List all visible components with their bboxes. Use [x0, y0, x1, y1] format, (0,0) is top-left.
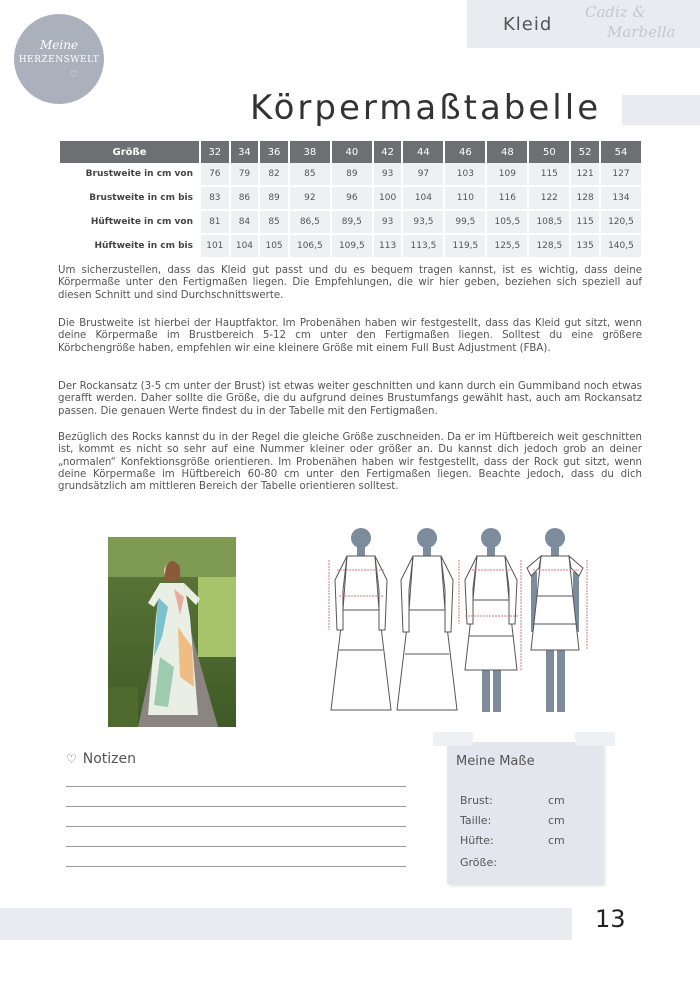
size-value-cell: 82	[260, 163, 288, 187]
size-value-cell: 86	[231, 187, 259, 211]
tape-decoration	[575, 732, 615, 746]
size-value-cell: 110	[445, 187, 485, 211]
size-value-cell: 104	[231, 235, 259, 259]
size-value-cell: 135	[571, 235, 599, 259]
size-value-cell: 79	[231, 163, 259, 187]
size-value-cell: 121	[571, 163, 599, 187]
size-value-cell: 122	[529, 187, 569, 211]
note-line[interactable]	[66, 806, 406, 807]
note-line[interactable]	[66, 866, 406, 867]
size-header-cell: 52	[571, 141, 599, 163]
size-value-cell: 105,5	[487, 211, 527, 235]
size-value-cell: 128,5	[529, 235, 569, 259]
size-value-cell: 85	[290, 163, 330, 187]
size-value-cell: 113,5	[403, 235, 443, 259]
size-value-cell: 97	[403, 163, 443, 187]
size-header-cell: 48	[487, 141, 527, 163]
my-measures-card	[447, 742, 603, 884]
size-value-cell: 108,5	[529, 211, 569, 235]
intro-paragraph: Um sicherzustellen, dass das Kleid gut passt und du es bequem tragen kannst, ist es wichtig, dass deine Körpermaße unter den Fertigmaßen liegen. Die Empfehlungen, die wir hier geben, beziehen sich speziell auf diesen Schnitt und sind Durchschnittswerte.	[58, 265, 642, 301]
measure-label-hip: Hüfte:	[460, 834, 494, 847]
size-value-cell: 128	[571, 187, 599, 211]
size-value-cell: 93,5	[403, 211, 443, 235]
size-value-cell: 113	[374, 235, 402, 259]
size-value-cell: 89	[260, 187, 288, 211]
size-value-cell: 99,5	[445, 211, 485, 235]
note-line[interactable]	[66, 846, 406, 847]
size-value-cell: 83	[201, 187, 229, 211]
size-table-row	[60, 235, 641, 259]
size-header-cell: 54	[601, 141, 641, 163]
brand-logo	[14, 14, 104, 104]
size-row-label: Brustweite in cm bis	[60, 187, 199, 211]
size-header-cell: 34	[231, 141, 259, 163]
size-header-cell: 44	[403, 141, 443, 163]
brand-signature	[585, 2, 676, 42]
size-row-label: Hüftweite in cm bis	[60, 235, 199, 259]
measure-unit-waist: cm	[548, 814, 565, 827]
size-header-cell: 38	[290, 141, 330, 163]
section-label: Kleid	[503, 14, 553, 35]
measure-label-waist: Taille:	[460, 814, 492, 827]
size-row-label: Hüftweite in cm von	[60, 211, 199, 235]
dress-photo	[108, 537, 236, 727]
size-value-cell: 92	[290, 187, 330, 211]
note-line[interactable]	[66, 826, 406, 827]
brand-signature-line-1: Cadiz &	[585, 3, 646, 21]
size-value-cell: 86,5	[290, 211, 330, 235]
logo-heart-icon: ♡	[70, 70, 79, 80]
size-table-row	[60, 163, 641, 187]
title-accent-bar	[622, 95, 700, 125]
size-table	[58, 141, 643, 259]
size-value-cell: 115	[529, 163, 569, 187]
size-value-cell: 116	[487, 187, 527, 211]
size-header-cell: 40	[332, 141, 372, 163]
measurement-figures	[325, 520, 593, 718]
waist-paragraph: Der Rockansatz (3-5 cm unter der Brust) ist etwas weiter geschnitten und kann durch ein Gummiband noch etwas gerafft werden. Daher sollte die Größe, die du aufgrund deines Brustumfangs gewählt hast, auch am Rockansatz passen. Die genauen Werte findest du in der Tabelle mit den Fertigmaßen.	[58, 381, 642, 417]
heart-icon: ♡	[66, 752, 77, 766]
my-measures-title: Meine Maße	[456, 754, 535, 769]
size-value-cell: 104	[403, 187, 443, 211]
brand-signature-line-2: Marbella	[607, 23, 676, 41]
size-header-cell: 32	[201, 141, 229, 163]
size-value-cell: 100	[374, 187, 402, 211]
size-value-cell: 120,5	[601, 211, 641, 235]
size-value-cell: 84	[231, 211, 259, 235]
size-value-cell: 109	[487, 163, 527, 187]
size-row-label: Brustweite in cm von	[60, 163, 199, 187]
size-value-cell: 125,5	[487, 235, 527, 259]
size-value-cell: 134	[601, 187, 641, 211]
tape-decoration	[433, 732, 473, 746]
measure-unit-bust: cm	[548, 794, 565, 807]
size-value-cell: 93	[374, 163, 402, 187]
size-table-row	[60, 187, 641, 211]
size-value-cell: 105	[260, 235, 288, 259]
note-line[interactable]	[66, 786, 406, 787]
size-table-header-row	[60, 141, 641, 163]
size-value-cell: 96	[332, 187, 372, 211]
size-header-cell: 46	[445, 141, 485, 163]
size-value-cell: 89,5	[332, 211, 372, 235]
size-value-cell: 103	[445, 163, 485, 187]
footer-bar	[0, 908, 572, 940]
size-value-cell: 115	[571, 211, 599, 235]
logo-line-2: HERZENSWELT	[18, 55, 100, 65]
measure-unit-hip: cm	[548, 834, 565, 847]
measure-label-size: Größe:	[460, 856, 497, 869]
size-value-cell: 127	[601, 163, 641, 187]
page-number: 13	[595, 905, 626, 933]
size-value-cell: 93	[374, 211, 402, 235]
size-table-row	[60, 211, 641, 235]
measure-label-bust: Brust:	[460, 794, 493, 807]
size-header-cell: 50	[529, 141, 569, 163]
notes-title: Notizen	[82, 751, 137, 767]
section-tab	[467, 0, 700, 48]
size-value-cell: 101	[201, 235, 229, 259]
skirt-paragraph: Bezüglich des Rocks kannst du in der Regel die gleiche Größe zuschneiden. Da er im Hüftbereich weit geschnitten ist, kommt es nicht so sehr auf eine Nummer kleiner oder größer an. Du kannst dich jedoch grob an deiner „normalen“ Konfektionsgröße orientieren. Im Probenähen haben wir festgestellt, dass der Rock gut sitzt, wenn deine Körpermaße im Hüftbereich 60-80 cm unter den Fertigmaßen liegen. Beachte jedoch, dass du dich grundsätzlich am mittleren Bereich der Tabelle orientieren solltest.	[58, 432, 642, 493]
size-value-cell: 106,5	[290, 235, 330, 259]
size-value-cell: 89	[332, 163, 372, 187]
size-header-cell: 42	[374, 141, 402, 163]
logo-line-1: Meine	[39, 38, 79, 52]
size-value-cell: 81	[201, 211, 229, 235]
size-header-label: Größe	[60, 141, 199, 163]
size-value-cell: 119,5	[445, 235, 485, 259]
size-value-cell: 109,5	[332, 235, 372, 259]
bust-paragraph: Die Brustweite ist hierbei der Hauptfaktor. Im Probenähen haben wir festgestellt, dass das Kleid gut sitzt, wenn deine Körpermaße im Brustbereich 5-12 cm unter den Fertigmaßen liegen. Solltest du eine größere Körbchengröße haben, empfehlen wir eine kleinere Größe mit einem Full Bust Adjustment (FBA).	[58, 318, 642, 354]
size-value-cell: 85	[260, 211, 288, 235]
page-title: Körpermaßtabelle	[250, 88, 602, 128]
notes-heading	[66, 751, 136, 767]
size-value-cell: 76	[201, 163, 229, 187]
size-value-cell: 140,5	[601, 235, 641, 259]
size-header-cell: 36	[260, 141, 288, 163]
